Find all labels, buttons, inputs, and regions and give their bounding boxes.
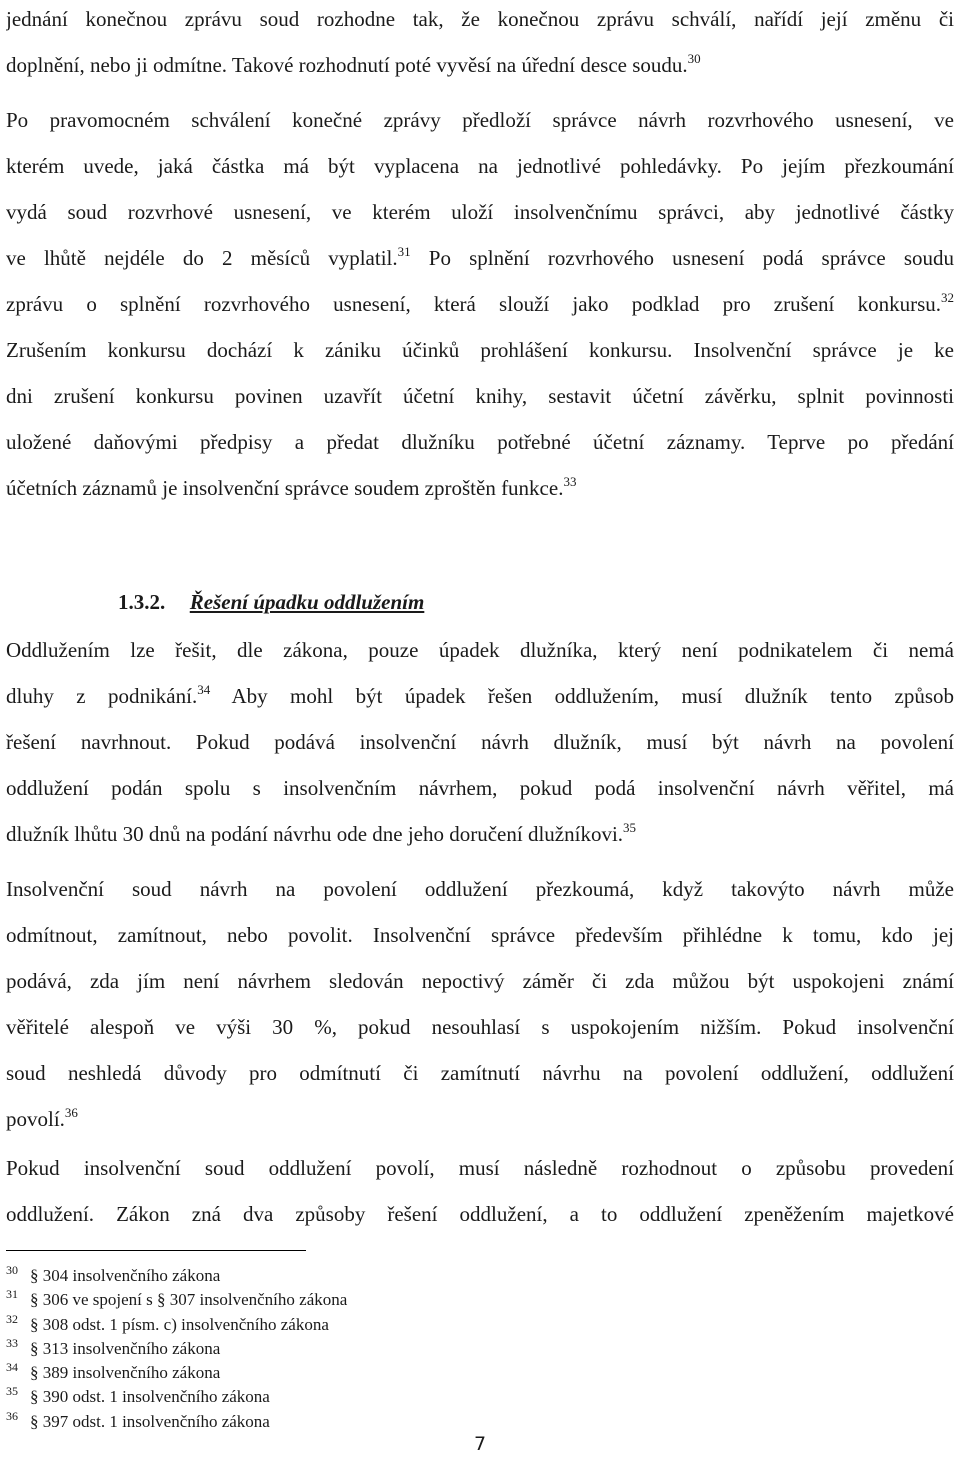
section-symbol: § <box>30 1314 43 1334</box>
text-line <box>6 765 954 811</box>
paragraph-final-report <box>6 0 954 88</box>
paragraph-court-decision <box>6 866 954 1142</box>
line-text: vydá soud rozvrhové usnesení, ve kterém uloží insolvenčnímu správci, aby jednotlivé částky <box>6 200 954 224</box>
text-line <box>6 97 954 143</box>
line-text: dluhy z podnikání. <box>6 684 198 708</box>
footnote-reference[interactable]: 35 <box>623 820 637 835</box>
section-symbol: § <box>30 1387 43 1407</box>
footnote-reference[interactable]: 36 <box>64 1105 78 1120</box>
footnote-item <box>6 1410 706 1434</box>
footnote-reference[interactable]: 30 <box>687 51 701 66</box>
text-line <box>6 1004 954 1050</box>
text-line <box>6 912 954 958</box>
line-text: podává, zda jím není návrhem sledován nepoctivý záměr či zda můžou být uspokojeni známí <box>6 969 954 993</box>
line-text: Po pravomocném schválení konečné zprávy předloží správce návrh rozvrhového usnesení, ve <box>6 108 954 132</box>
footnote-reference[interactable]: 34 <box>197 682 211 697</box>
text-line <box>6 189 954 235</box>
footnote-number: 31 <box>6 1287 18 1302</box>
line-text: doplnění, nebo ji odmítne. Takové rozhodnutí poté vyvěsí na úřední desce soudu. <box>6 53 688 77</box>
page-number: 7 <box>473 1433 487 1455</box>
footnote-text: 313 insolvenčního zákona <box>42 1338 221 1358</box>
footnote-text: 304 insolvenčního zákona <box>42 1266 221 1285</box>
line-text: Oddlužením lze řešit, dle zákona, pouze úpadek dlužníka, který není podnikatelem či nemá <box>6 638 954 662</box>
text-line <box>6 1145 954 1191</box>
text-line <box>6 866 954 912</box>
line-text: uložené daňovými předpisy a předat dlužníku potřebné účetní záznamy. Teprve po předání <box>6 430 954 454</box>
line-text: jednání konečnou zprávu soud rozhodne tak, že konečnou zprávu schválí, nařídí její změnu či <box>6 7 954 31</box>
line-text: zprávu o splnění rozvrhového usnesení, která slouží jako podklad pro zrušení konkursu. <box>6 292 941 316</box>
line-text: Zrušením konkursu dochází k zániku účinků prohlášení konkursu. Insolvenční správce je ke <box>6 338 954 362</box>
text-line <box>6 958 954 1004</box>
footnote-text: 306 ve spojení s § 307 insolvenčního zákona <box>42 1290 348 1310</box>
text-line <box>6 1050 954 1096</box>
footnote-number: 34 <box>6 1360 18 1375</box>
footnote-separator <box>6 1250 306 1251</box>
footnotes <box>6 1264 706 1434</box>
footnote-number: 32 <box>6 1311 18 1326</box>
footnote-text: 390 odst. 1 insolvenčního zákona <box>42 1387 270 1407</box>
footnote-reference[interactable]: 31 <box>397 244 411 259</box>
footnote-number: 33 <box>6 1335 18 1350</box>
line-text: Pokud insolvenční soud oddlužení povolí, musí následně rozhodnout o způsobu provedení <box>6 1156 954 1180</box>
section-symbol: § <box>30 1290 43 1310</box>
line-text: oddlužení podán spolu s insolvenčním návrhem, pokud podá insolvenční návrh věřitel, má <box>6 776 954 800</box>
line-text: Po splnění rozvrhového usnesení podá správce soudu <box>410 246 954 270</box>
text-line <box>6 673 954 719</box>
footnote-number: 35 <box>6 1384 18 1399</box>
footnote-reference[interactable]: 32 <box>941 290 954 305</box>
line-text: ve lhůtě nejdéle do 2 měsíců vyplatil. <box>6 246 398 270</box>
line-text: dlužník lhůtu 30 dnů na podání návrhu ode dne jeho doručení dlužníkovi. <box>6 822 624 846</box>
line-text: Aby mohl být úpadek řešen oddlužením, musí dlužník tento způsob <box>210 684 954 708</box>
line-text: oddlužení. Zákon zná dva způsoby řešení oddlužení, a to oddlužení zpeněžením majetkové <box>6 1202 954 1226</box>
line-text: věřitelé alespoň ve výši 30 %, pokud nesouhlasí s uspokojením nižším. Pokud insolvenční <box>6 1015 954 1039</box>
section-symbol: § <box>30 1266 43 1285</box>
text-line <box>6 811 954 857</box>
line-text: dni zrušení konkursu povinen uzavřít účetní knihy, sestavit účetní závěrku, splnit povinnosti <box>6 384 954 408</box>
text-line <box>6 465 954 511</box>
text-line <box>6 373 954 419</box>
line-text: povolí. <box>6 1107 65 1131</box>
footnote-number: 36 <box>6 1408 18 1423</box>
text-line <box>6 0 954 42</box>
paragraph-debt-relief-intro <box>6 627 954 857</box>
footnote-item <box>6 1361 706 1385</box>
section-symbol: § <box>30 1338 43 1358</box>
paragraph-implementation <box>6 1145 954 1237</box>
section-number: 1.3.2. <box>118 590 166 614</box>
line-text: řešení navrhnout. Pokud podává insolvenční návrh dlužník, musí být návrh na povolení <box>6 730 954 754</box>
section-title: Řešení úpadku oddlužením <box>189 590 425 614</box>
text-line <box>6 143 954 189</box>
footnote-number: 30 <box>6 1263 18 1277</box>
footnote-item <box>6 1337 706 1361</box>
section-symbol: § <box>30 1411 43 1431</box>
line-text: účetních záznamů je insolvenční správce soudem zproštěn funkce. <box>6 476 564 500</box>
line-text: Insolvenční soud návrh na povolení oddlužení přezkoumá, když takovýto návrh může <box>6 877 954 901</box>
footnote-text: 389 insolvenčního zákona <box>42 1363 221 1383</box>
footnote-item <box>6 1385 706 1409</box>
section-symbol: § <box>30 1363 43 1383</box>
footnote-text: 397 odst. 1 insolvenčního zákona <box>42 1411 270 1431</box>
footnote-item <box>6 1264 706 1288</box>
text-line <box>6 327 954 373</box>
text-line <box>6 419 954 465</box>
text-line <box>6 719 954 765</box>
text-line <box>6 1096 954 1142</box>
text-line <box>6 1191 954 1237</box>
text-line <box>6 281 954 327</box>
footnote-reference[interactable]: 33 <box>563 474 577 489</box>
footnote-text: 308 odst. 1 písm. c) insolvenčního zákona <box>42 1314 329 1334</box>
paragraph-distribution-resolution <box>6 97 954 511</box>
text-line <box>6 627 954 673</box>
text-line <box>6 235 954 281</box>
line-text: soud neshledá důvody pro odmítnutí či zamítnutí návrhu na povolení oddlužení, oddlužení <box>6 1061 954 1085</box>
line-text: kterém uvede, jaká částka má být vyplacena na jednotlivé pohledávky. Po jejím přezkoumání <box>6 154 954 178</box>
text-line <box>6 42 954 88</box>
line-text: odmítnout, zamítnout, nebo povolit. Insolvenční správce především přihlédne k tomu, kdo jej <box>6 923 954 947</box>
section-heading <box>118 584 424 620</box>
footnote-item <box>6 1288 706 1312</box>
footnote-item <box>6 1313 706 1337</box>
